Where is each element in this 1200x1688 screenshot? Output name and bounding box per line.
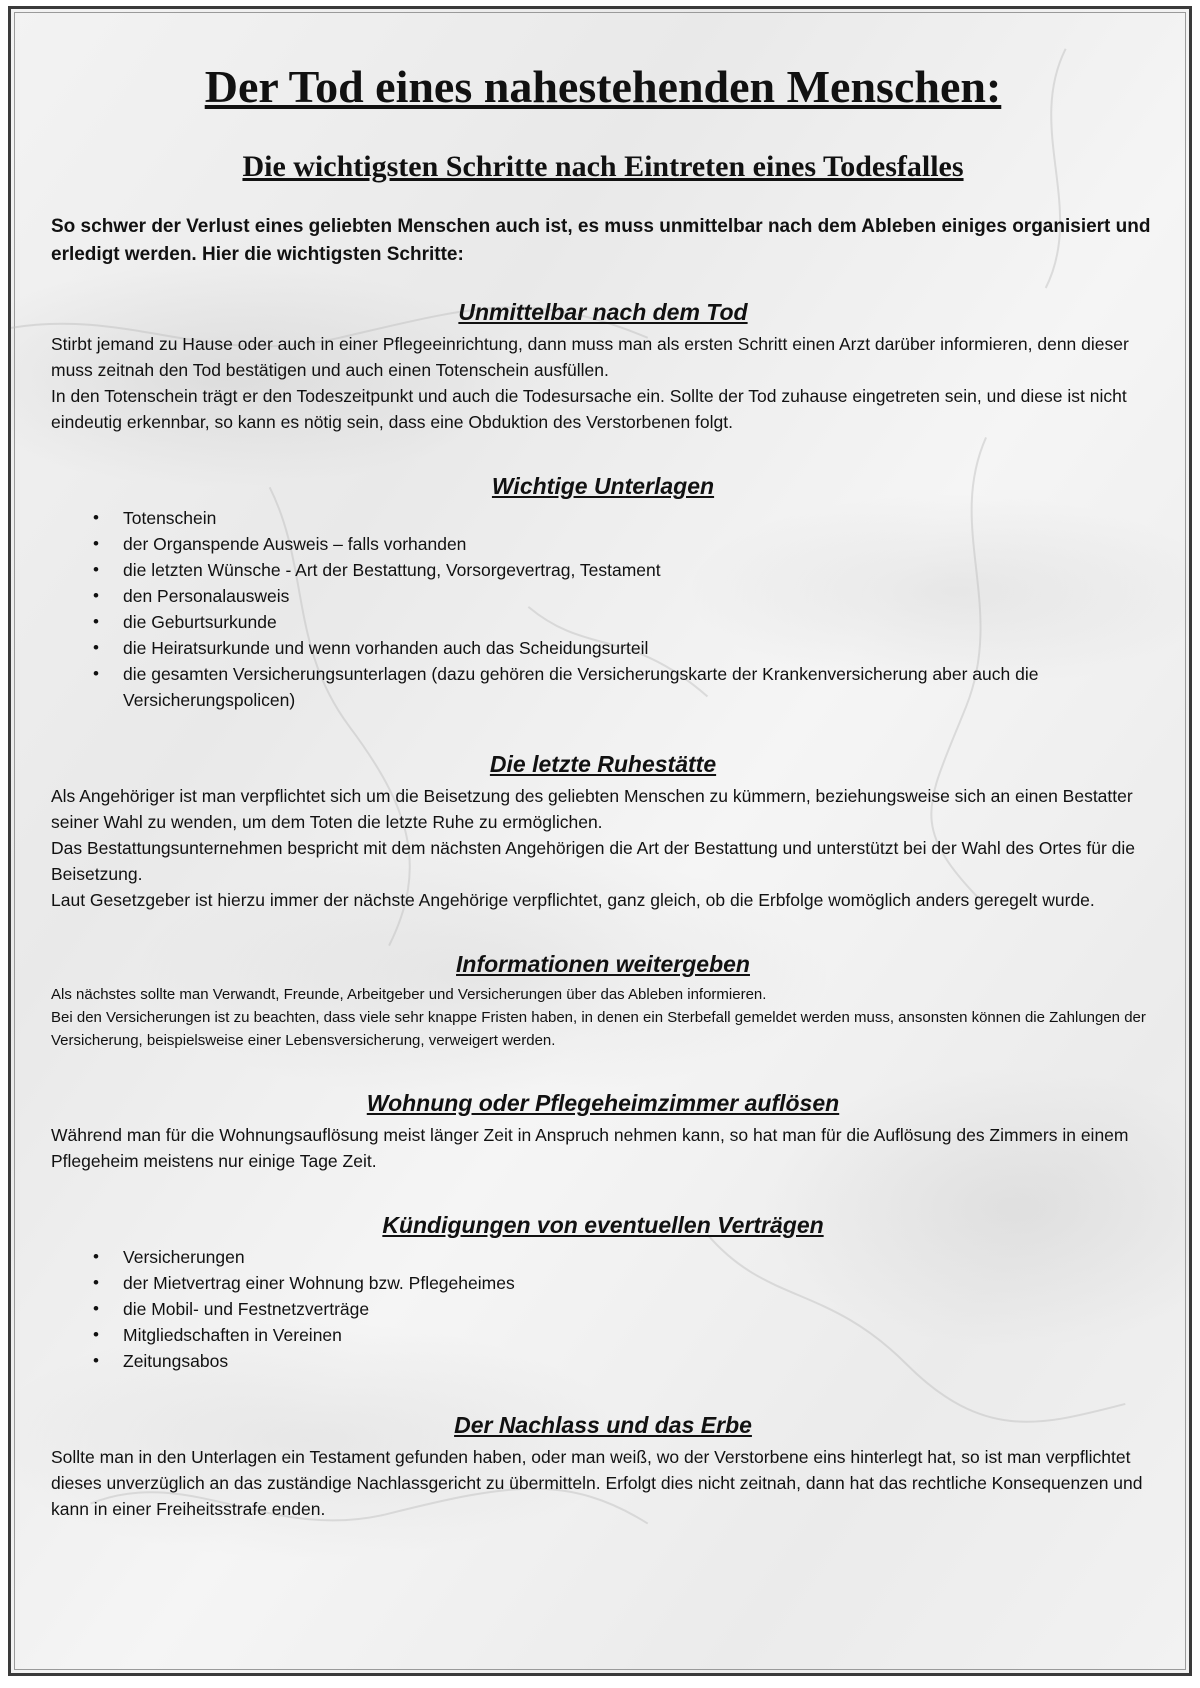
bullet-icon: •	[93, 1247, 99, 1266]
section-heading: Wichtige Unterlagen	[491, 473, 715, 499]
bullet-icon: •	[93, 664, 99, 683]
bullet-icon: •	[93, 612, 99, 631]
paragraph: Als Angehöriger ist man verpflichtet sich um die Beisetzung des geliebten Menschen zu kümmern, beziehungsweise sich an einen Bestatter seiner Wahl zu wenden, um dem Toten die letzte Ruhe zu ermöglichen.	[51, 786, 1133, 832]
paragraph: Während man für die Wohnungsauflösung meist länger Zeit in Anspruch nehmen kann, so hat man für die Auflösung des Zimmers in einem Pflegeheim meistens nur einige Tage Zeit.	[51, 1125, 1129, 1171]
bullet-icon: •	[93, 1351, 99, 1370]
section-informationen	[51, 949, 1155, 1052]
paragraph: Als nächstes sollte man Verwandt, Freunde, Arbeitgeber und Versicherungen über das Ableben informieren.	[51, 986, 767, 1003]
page-subtitle: Die wichtigsten Schritte nach Eintreten eines Todesfalles	[242, 150, 964, 183]
bullet-icon: •	[93, 1299, 99, 1318]
section-heading: Die letzte Ruhestätte	[489, 751, 717, 777]
document-content	[51, 49, 1155, 1522]
paragraph: Laut Gesetzgeber ist hierzu immer der nächste Angehörige verpflichtet, ganz gleich, ob die Erbfolge womöglich anders geregelt wurde.	[51, 890, 1095, 910]
list-item: • Mitgliedschaften in Vereinen	[51, 1322, 1155, 1348]
bullet-list	[51, 505, 1155, 713]
list-item: • die gesamten Versicherungsunterlagen (dazu gehören die Versicherungskarte der Krankenversicherung aber auch die Versicherungspolicen)	[51, 661, 1155, 713]
paragraph: Sollte man in den Unterlagen ein Testament gefunden haben, oder man weiß, wo der Verstorbene eins hinterlegt hat, so ist man verpflichtet dieses unverzüglich an das zuständige Nachlassgericht zu übermitteln. Erfolgt dies nicht zeitnah, dann hat das rechtliche Konsequenzen und kann in einer Freiheitsstrafe enden.	[51, 1447, 1143, 1519]
paragraph: Stirbt jemand zu Hause oder auch in einer Pflegeeinrichtung, dann muss man als ersten Schritt einen Arzt darüber informieren, denn dieser muss zeitnah den Tod bestätigen und auch einen Totenschein ausfüllen.	[51, 334, 1129, 380]
section-nachlass	[51, 1410, 1155, 1522]
section-heading: Kündigungen von eventuellen Verträgen	[382, 1212, 824, 1238]
document-page	[8, 6, 1192, 1676]
list-item: • die Heiratsurkunde und wenn vorhanden auch das Scheidungsurteil	[51, 635, 1155, 661]
list-item: • Zeitungsabos	[51, 1348, 1155, 1374]
section-heading: Der Nachlass und das Erbe	[454, 1412, 752, 1438]
bullet-icon: •	[93, 586, 99, 605]
list-item: • Versicherungen	[51, 1244, 1155, 1270]
bullet-icon: •	[93, 534, 99, 553]
bullet-icon: •	[93, 560, 99, 579]
section-unterlagen	[51, 471, 1155, 713]
list-item: • die Geburtsurkunde	[51, 609, 1155, 635]
section-unmittelbar	[51, 297, 1155, 435]
list-item: • den Personalausweis	[51, 583, 1155, 609]
list-item: • die Mobil- und Festnetzverträge	[51, 1296, 1155, 1322]
bullet-icon: •	[93, 508, 99, 527]
section-wohnung	[51, 1088, 1155, 1174]
bullet-icon: •	[93, 1325, 99, 1344]
bullet-icon: •	[93, 1273, 99, 1292]
section-ruhestaette	[51, 749, 1155, 913]
intro-text: So schwer der Verlust eines geliebten Menschen auch ist, es muss unmittelbar nach dem Ableben einiges organisiert und erledigt werden. Hier die wichtigsten Schritte:	[51, 216, 1151, 265]
list-item: • der Organspende Ausweis – falls vorhanden	[51, 531, 1155, 557]
bullet-list	[51, 1244, 1155, 1374]
list-item: • die letzten Wünsche - Art der Bestattung, Vorsorgevertrag, Testament	[51, 557, 1155, 583]
list-item: • der Mietvertrag einer Wohnung bzw. Pflegeheimes	[51, 1270, 1155, 1296]
section-kuendigungen	[51, 1210, 1155, 1374]
paragraph: In den Totenschein trägt er den Todeszeitpunkt und auch die Todesursache ein. Sollte der Tod zuhause eingetreten sein, und diese ist nicht eindeutig erkennbar, so kann es nötig sein, dass eine Obduktion des Verstorbenen folgt.	[51, 386, 1127, 432]
section-heading: Informationen weitergeben	[456, 951, 750, 977]
paragraph: Das Bestattungsunternehmen bespricht mit dem nächsten Angehörigen die Art der Bestattung und unterstützt bei der Wahl des Ortes für die Beisetzung.	[51, 838, 1136, 884]
list-item: • Totenschein	[51, 505, 1155, 531]
page-title: Der Tod eines nahestehenden Menschen:	[204, 61, 1002, 112]
section-heading: Wohnung oder Pflegeheimzimmer auflösen	[366, 1090, 840, 1116]
section-heading: Unmittelbar nach dem Tod	[458, 299, 748, 325]
bullet-icon: •	[93, 638, 99, 657]
paragraph: Bei den Versicherungen ist zu beachten, dass viele sehr knappe Fristen haben, in denen ein Sterbefall gemeldet werden muss, ansonsten können die Zahlungen der Versicherung, beispielsweise einer Lebensversicherung, verweigert werden.	[51, 1009, 1146, 1049]
